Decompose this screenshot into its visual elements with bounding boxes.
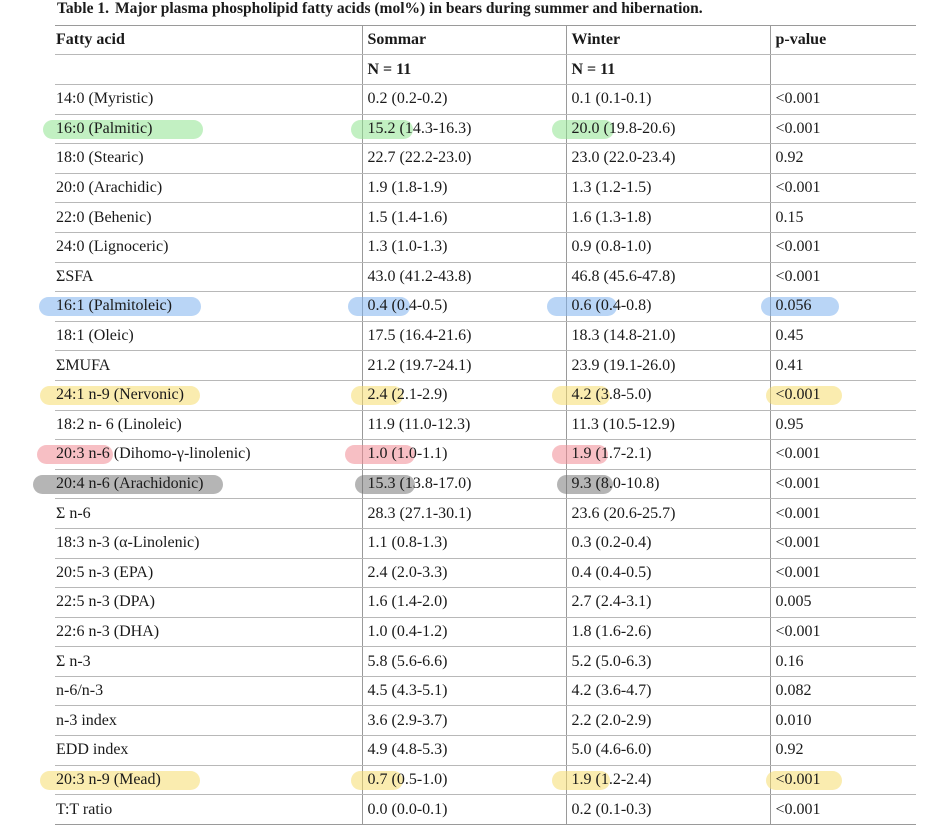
header-winter: Winter [566, 26, 770, 55]
fatty-acid-text: ΣSFA [56, 267, 94, 285]
fatty-acid-text: 20:3 n-9 (Mead) [56, 770, 161, 788]
summer-value-text: 2.4 (2.0-3.3) [367, 563, 448, 581]
winter-value-text: 2.2 (2.0-2.9) [571, 711, 652, 729]
fatty-acid-text: 20:5 n-3 (EPA) [56, 563, 154, 581]
fatty-acid-cell [55, 647, 362, 677]
p-value-text: <0.001 [775, 800, 821, 818]
p-value-cell [770, 499, 916, 529]
p-value-text: 0.45 [775, 327, 804, 345]
winter-value-text: 20.0 (19.8-20.6) [571, 119, 676, 137]
p-value-text: <0.001 [775, 504, 821, 522]
fatty-acid-text: 16:0 (Palmitic) [56, 119, 153, 137]
summer-value-text: 1.0 (0.4-1.2) [367, 622, 448, 640]
p-value-cell [770, 144, 916, 174]
fatty-acid-cell [55, 292, 362, 322]
winter-value-cell [566, 410, 770, 440]
summer-value-cell [362, 765, 566, 795]
header-summer: Sommar [362, 26, 566, 55]
table-row [55, 380, 916, 410]
fatty-acid-cell [55, 765, 362, 795]
winter-value-text: 1.8 (1.6-2.6) [571, 622, 652, 640]
fatty-acid-cell [55, 617, 362, 647]
winter-value-cell [566, 736, 770, 766]
p-value-text: <0.001 [775, 238, 821, 256]
summer-value-cell [362, 706, 566, 736]
winter-value-text: 0.3 (0.2-0.4) [571, 534, 652, 552]
summer-value-text: 2.4 (2.1-2.9) [367, 386, 448, 404]
winter-value-text: 0.9 (0.8-1.0) [571, 238, 652, 256]
fatty-acid-text: 20:4 n-6 (Arachidonic) [56, 475, 204, 493]
p-value-cell [770, 351, 916, 381]
p-value-cell [770, 321, 916, 351]
fatty-acid-cell [55, 203, 362, 233]
table-caption [57, 0, 703, 18]
table-row [55, 528, 916, 558]
p-value-text: <0.001 [775, 475, 821, 493]
p-value-cell [770, 85, 916, 115]
winter-value-text: 0.4 (0.4-0.5) [571, 563, 652, 581]
summer-value-cell [362, 321, 566, 351]
fatty-acid-text: 18:0 (Stearic) [56, 149, 144, 167]
p-value-text: 0.95 [775, 415, 804, 433]
fatty-acid-cell [55, 232, 362, 262]
table-row [55, 647, 916, 677]
fatty-acid-cell [55, 85, 362, 115]
winter-value-text: 5.0 (4.6-6.0) [571, 741, 652, 759]
summer-value-text: 1.0 (1.0-1.1) [367, 445, 448, 463]
header-row [55, 26, 916, 55]
fatty-acid-cell [55, 173, 362, 203]
fatty-acid-text: 16:1 (Palmitoleic) [56, 297, 172, 315]
summer-value-text: 0.0 (0.0-0.1) [367, 800, 448, 818]
p-value-cell [770, 795, 916, 825]
summer-value-text: 21.2 (19.7-24.1) [367, 356, 472, 374]
fatty-acid-cell [55, 440, 362, 470]
summer-value-cell [362, 262, 566, 292]
summer-value-text: 5.8 (5.6-6.6) [367, 652, 448, 670]
p-value-text: 0.41 [775, 356, 804, 374]
header-p-value: p-value [770, 26, 916, 55]
p-value-cell [770, 706, 916, 736]
table-row [55, 173, 916, 203]
summer-value-text: 15.3 (13.8-17.0) [367, 475, 472, 493]
sample-size-blank [55, 55, 362, 85]
winter-value-cell [566, 440, 770, 470]
winter-value-text: 11.3 (10.5-12.9) [571, 415, 675, 433]
summer-value-cell [362, 410, 566, 440]
summer-value-cell [362, 647, 566, 677]
winter-value-cell [566, 114, 770, 144]
table-row [55, 351, 916, 381]
p-value-cell [770, 440, 916, 470]
winter-value-cell [566, 144, 770, 174]
table-row [55, 292, 916, 322]
table-row [55, 262, 916, 292]
header-fatty-acid: Fatty acid [55, 26, 362, 55]
summer-value-text: 1.6 (1.4-2.0) [367, 593, 448, 611]
summer-value-text: 1.5 (1.4-1.6) [367, 208, 448, 226]
fatty-acid-cell [55, 262, 362, 292]
winter-value-text: 23.6 (20.6-25.7) [571, 504, 676, 522]
fatty-acid-table [55, 25, 916, 825]
summer-value-cell [362, 558, 566, 588]
summer-value-cell [362, 85, 566, 115]
summer-value-cell [362, 588, 566, 618]
p-value-text: <0.001 [775, 386, 821, 404]
winter-value-cell [566, 706, 770, 736]
fatty-acid-text: 24:1 n-9 (Nervonic) [56, 386, 184, 404]
winter-value-text: 9.3 (8.0-10.8) [571, 475, 660, 493]
table-number: Table 1. [57, 0, 109, 17]
summer-value-text: 1.1 (0.8-1.3) [367, 534, 448, 552]
summer-value-cell [362, 173, 566, 203]
winter-value-cell [566, 528, 770, 558]
winter-value-text: 1.6 (1.3-1.8) [571, 208, 652, 226]
table-row [55, 232, 916, 262]
table-row [55, 706, 916, 736]
table-row [55, 114, 916, 144]
fatty-acid-cell [55, 380, 362, 410]
table-row [55, 765, 916, 795]
summer-value-cell [362, 528, 566, 558]
fatty-acid-cell [55, 321, 362, 351]
table-row [55, 410, 916, 440]
p-value-text: 0.005 [775, 593, 812, 611]
p-value-cell [770, 292, 916, 322]
p-value-cell [770, 173, 916, 203]
winter-value-text: 18.3 (14.8-21.0) [571, 327, 676, 345]
winter-value-text: 1.3 (1.2-1.5) [571, 179, 652, 197]
p-value-text: 0.92 [775, 741, 804, 759]
winter-value-cell [566, 262, 770, 292]
p-value-cell [770, 617, 916, 647]
p-value-text: <0.001 [775, 445, 821, 463]
table-body [55, 85, 916, 825]
p-value-cell [770, 114, 916, 144]
summer-value-text: 0.2 (0.2-0.2) [367, 90, 448, 108]
p-value-text: <0.001 [775, 179, 821, 197]
table-row [55, 588, 916, 618]
winter-value-text: 4.2 (3.6-4.7) [571, 682, 652, 700]
sample-size-p [770, 55, 916, 85]
summer-value-cell [362, 380, 566, 410]
p-value-cell [770, 558, 916, 588]
winter-value-cell [566, 647, 770, 677]
summer-value-cell [362, 351, 566, 381]
p-value-text: 0.15 [775, 208, 804, 226]
table-row [55, 676, 916, 706]
winter-value-cell [566, 173, 770, 203]
winter-value-cell [566, 676, 770, 706]
fatty-acid-text: 18:2 n- 6 (Linoleic) [56, 415, 182, 433]
p-value-text: 0.082 [775, 682, 812, 700]
winter-value-cell [566, 558, 770, 588]
fatty-acid-cell [55, 410, 362, 440]
table-row [55, 440, 916, 470]
table-title: Major plasma phospholipid fatty acids (mol%) in bears during summer and hibernation. [114, 0, 703, 17]
p-value-text: 0.056 [775, 297, 812, 315]
winter-value-cell [566, 232, 770, 262]
winter-value-cell [566, 292, 770, 322]
winter-value-cell [566, 380, 770, 410]
p-value-text: 0.010 [775, 711, 812, 729]
winter-value-cell [566, 617, 770, 647]
p-value-text: 0.16 [775, 652, 804, 670]
summer-value-text: 15.2 (14.3-16.3) [367, 119, 472, 137]
fatty-acid-cell [55, 795, 362, 825]
table-row [55, 144, 916, 174]
p-value-cell [770, 676, 916, 706]
sample-size-summer: N = 11 [362, 55, 566, 85]
fatty-acid-text: 22:0 (Behenic) [56, 208, 152, 226]
fatty-acid-cell [55, 588, 362, 618]
summer-value-text: 3.6 (2.9-3.7) [367, 711, 448, 729]
fatty-acid-text: n-6/n-3 [56, 682, 104, 700]
fatty-acid-text: 18:1 (Oleic) [56, 327, 134, 345]
table-row [55, 499, 916, 529]
fatty-acid-text: 18:3 n-3 (α-Linolenic) [56, 534, 200, 552]
p-value-text: <0.001 [775, 119, 821, 137]
summer-value-text: 0.4 (0.4-0.5) [367, 297, 448, 315]
table-row [55, 736, 916, 766]
summer-value-cell [362, 736, 566, 766]
p-value-text: <0.001 [775, 534, 821, 552]
winter-value-cell [566, 795, 770, 825]
fatty-acid-text: 14:0 (Myristic) [56, 90, 154, 108]
winter-value-text: 5.2 (5.0-6.3) [571, 652, 652, 670]
summer-value-cell [362, 203, 566, 233]
winter-value-cell [566, 203, 770, 233]
table-row [55, 795, 916, 825]
table-row [55, 558, 916, 588]
sample-size-row [55, 55, 916, 85]
summer-value-cell [362, 795, 566, 825]
fatty-acid-cell [55, 676, 362, 706]
summer-value-text: 22.7 (22.2-23.0) [367, 149, 472, 167]
p-value-cell [770, 232, 916, 262]
winter-value-text: 2.7 (2.4-3.1) [571, 593, 652, 611]
fatty-acid-text: 20:3 n-6 (Dihomo-γ-linolenic) [56, 445, 251, 463]
summer-value-cell [362, 617, 566, 647]
summer-value-text: 0.7 (0.5-1.0) [367, 770, 448, 788]
fatty-acid-cell [55, 469, 362, 499]
p-value-cell [770, 647, 916, 677]
p-value-cell [770, 528, 916, 558]
table-row [55, 617, 916, 647]
winter-value-cell [566, 321, 770, 351]
winter-value-text: 1.9 (1.2-2.4) [571, 770, 652, 788]
summer-value-cell [362, 469, 566, 499]
p-value-cell [770, 410, 916, 440]
summer-value-cell [362, 440, 566, 470]
p-value-cell [770, 469, 916, 499]
winter-value-cell [566, 765, 770, 795]
winter-value-cell [566, 469, 770, 499]
table-row [55, 85, 916, 115]
fatty-acid-cell [55, 351, 362, 381]
summer-value-cell [362, 676, 566, 706]
p-value-text: <0.001 [775, 770, 821, 788]
fatty-acid-text: 24:0 (Lignoceric) [56, 238, 169, 256]
sample-size-winter: N = 11 [566, 55, 770, 85]
fatty-acid-text: n-3 index [56, 711, 117, 729]
p-value-cell [770, 588, 916, 618]
winter-value-cell [566, 351, 770, 381]
p-value-text: <0.001 [775, 563, 821, 581]
winter-value-text: 0.2 (0.1-0.3) [571, 800, 652, 818]
p-value-text: <0.001 [775, 90, 821, 108]
table-row [55, 321, 916, 351]
p-value-cell [770, 736, 916, 766]
fatty-acid-cell [55, 114, 362, 144]
summer-value-text: 11.9 (11.0-12.3) [367, 415, 471, 433]
p-value-cell [770, 765, 916, 795]
fatty-acid-text: Σ n-3 [56, 652, 91, 670]
p-value-cell [770, 203, 916, 233]
fatty-acid-text: 22:6 n-3 (DHA) [56, 622, 160, 640]
winter-value-text: 0.1 (0.1-0.1) [571, 90, 652, 108]
p-value-text: <0.001 [775, 622, 821, 640]
fatty-acid-text: 22:5 n-3 (DPA) [56, 593, 155, 611]
winter-value-cell [566, 499, 770, 529]
summer-value-text: 1.9 (1.8-1.9) [367, 179, 448, 197]
summer-value-text: 4.5 (4.3-5.1) [367, 682, 448, 700]
winter-value-text: 46.8 (45.6-47.8) [571, 267, 676, 285]
winter-value-text: 0.6 (0.4-0.8) [571, 297, 652, 315]
fatty-acid-cell [55, 499, 362, 529]
winter-value-cell [566, 85, 770, 115]
summer-value-cell [362, 499, 566, 529]
fatty-acid-cell [55, 528, 362, 558]
summer-value-text: 28.3 (27.1-30.1) [367, 504, 472, 522]
summer-value-cell [362, 292, 566, 322]
p-value-text: 0.92 [775, 149, 804, 167]
summer-value-cell [362, 144, 566, 174]
fatty-acid-text: ΣMUFA [56, 356, 111, 374]
summer-value-text: 1.3 (1.0-1.3) [367, 238, 448, 256]
summer-value-cell [362, 114, 566, 144]
fatty-acid-text: T:T ratio [56, 800, 113, 818]
fatty-acid-cell [55, 706, 362, 736]
winter-value-text: 23.0 (22.0-23.4) [571, 149, 676, 167]
fatty-acid-cell [55, 558, 362, 588]
winter-value-text: 23.9 (19.1-26.0) [571, 356, 676, 374]
fatty-acid-text: 20:0 (Arachidic) [56, 179, 163, 197]
fatty-acid-cell [55, 736, 362, 766]
summer-value-text: 43.0 (41.2-43.8) [367, 267, 472, 285]
p-value-cell [770, 262, 916, 292]
table-row [55, 203, 916, 233]
fatty-acid-cell [55, 144, 362, 174]
p-value-text: <0.001 [775, 267, 821, 285]
table-row [55, 469, 916, 499]
p-value-cell [770, 380, 916, 410]
summer-value-cell [362, 232, 566, 262]
fatty-acid-text: EDD index [56, 741, 129, 759]
summer-value-text: 17.5 (16.4-21.6) [367, 327, 472, 345]
fatty-acid-text: Σ n-6 [56, 504, 91, 522]
summer-value-text: 4.9 (4.8-5.3) [367, 741, 448, 759]
winter-value-cell [566, 588, 770, 618]
winter-value-text: 1.9 (1.7-2.1) [571, 445, 652, 463]
winter-value-text: 4.2 (3.8-5.0) [571, 386, 652, 404]
